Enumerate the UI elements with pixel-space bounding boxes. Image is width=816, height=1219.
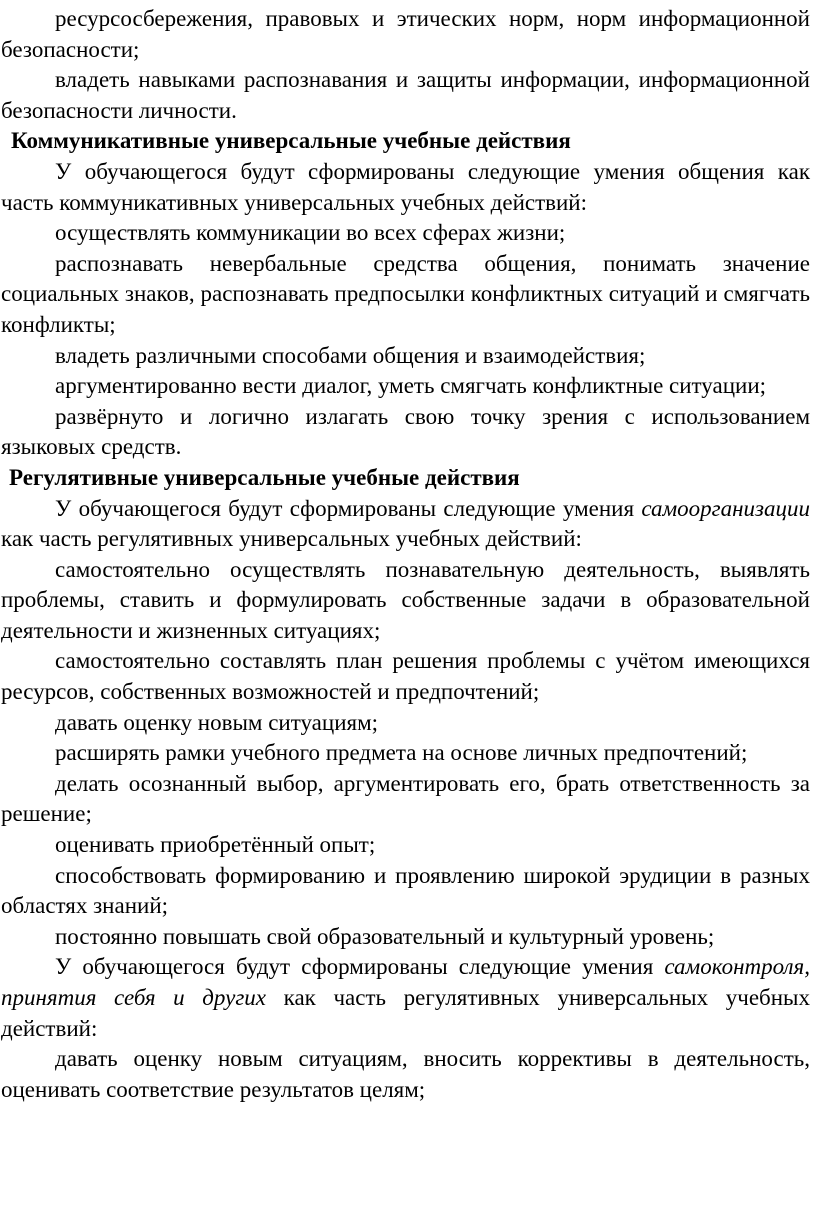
text-span: У обучающегося будут сформированы следующие умения bbox=[55, 954, 665, 980]
paragraph-dialogue: аргументированно вести диалог, уметь смягчать конфликтные ситуации; bbox=[55, 373, 767, 399]
paragraph-cognitive-activity: самостоятельно осуществлять познавательную деятельность, выявлять проблемы, ставить и формулировать собственные задачи в образовательной деятельности и жизненных ситуациях; bbox=[1, 556, 810, 643]
paragraph-communication-intro: У обучающегося будут сформированы следующие умения общения как часть коммуникативных универсальных учебных действий: bbox=[1, 158, 810, 215]
heading-communicative-actions: Коммуникативные универсальные учебные действия bbox=[11, 128, 571, 154]
paragraph-evaluate-experience: оценивать приобретённый опыт; bbox=[55, 832, 376, 858]
text-span: У обучающегося будут сформированы следующие умения bbox=[55, 495, 642, 521]
emphasis-self-organization: самоорганизации bbox=[641, 495, 810, 521]
paragraph-resource-norms: ресурсосбережения, правовых и этических норм, норм информационной безопасности; bbox=[1, 6, 810, 62]
paragraph-info-protection: владеть навыками распознавания и защиты информации, информационной безопасности личности. bbox=[1, 67, 810, 123]
paragraph-self-control-intro bbox=[1, 952, 810, 1044]
paragraph-solution-plan: самостоятельно составлять план решения проблемы с учётом имеющихся ресурсов, собственных возможностей и предпочтений; bbox=[1, 648, 810, 705]
paragraph-assess-situations: давать оценку новым ситуациям; bbox=[55, 709, 379, 735]
paragraph-nonverbal-means: распознавать невербальные средства общения, понимать значение социальных знаков, распознавать предпосылки конфликтных ситуаций и смягчать конфликты; bbox=[1, 250, 810, 337]
paragraph-conscious-choice: делать осознанный выбор, аргументировать его, брать ответственность за решение; bbox=[1, 770, 810, 827]
paragraph-adjust-activity: давать оценку новым ситуациям, вносить коррективы в деятельность, оценивать соответствие результатов целям; bbox=[1, 1046, 810, 1102]
paragraph-improve-level: постоянно повышать свой образовательный и культурный уровень; bbox=[55, 923, 715, 949]
text-span: как часть регулятивных универсальных учебных действий: bbox=[1, 526, 582, 552]
paragraph-communications-all-spheres: осуществлять коммуникации во всех сферах жизни; bbox=[55, 220, 566, 246]
paragraph-point-of-view: развёрнуто и логично излагать свою точку зрения с использованием языковых средств. bbox=[1, 403, 810, 460]
paragraph-communication-methods: владеть различными способами общения и взаимодействия; bbox=[55, 342, 646, 368]
paragraph-erudition: способствовать формированию и проявлению широкой эрудиции в разных областях знаний; bbox=[1, 862, 810, 919]
paragraph-self-organization-intro bbox=[1, 494, 810, 555]
paragraph-expand-subject: расширять рамки учебного предмета на основе личных предпочтений; bbox=[55, 740, 748, 766]
emphasis-self-control: самоконтроля, принятия себя и других bbox=[1, 954, 810, 1010]
heading-regulatory-actions: Регулятивные универсальные учебные действия bbox=[9, 464, 520, 490]
text-span: как часть регулятивных универсальных учебных действий: bbox=[1, 985, 810, 1041]
